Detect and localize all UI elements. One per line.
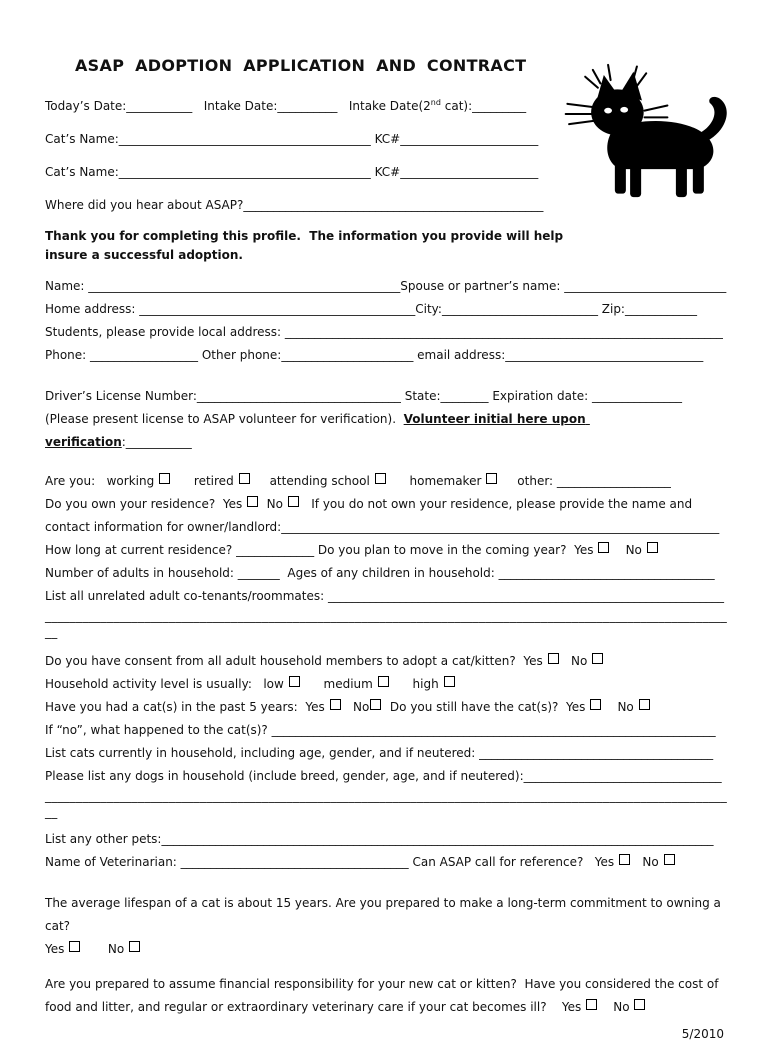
line-veterinarian: Name of Veterinarian: ______________________________________ Can ASAP call for reference? Yes No bbox=[45, 851, 730, 874]
thank-you-note-line-1: Thank you for completing this profile. The information you provide will help bbox=[45, 229, 564, 243]
checkbox[interactable] bbox=[586, 999, 597, 1010]
form-version: 5/2010 bbox=[681, 1027, 724, 1041]
line-roommates: List all unrelated adult co-tenants/roommates: __________________________________________________________________ bbox=[45, 589, 724, 603]
checkbox[interactable] bbox=[634, 999, 645, 1010]
line-activity-level: Household activity level is usually: low medium high bbox=[45, 673, 730, 696]
line-financial-question-1: Are you prepared to assume financial responsibility for your new cat or kitten? Have you considered the cost of bbox=[45, 977, 719, 991]
verification-bold-underline: Volunteer initial here upon verification bbox=[45, 412, 590, 449]
checkbox[interactable] bbox=[330, 699, 341, 710]
line-other-pets: List any other pets:____________________________________________________________________________________________ bbox=[45, 832, 714, 846]
line-adults-children: Number of adults in household: _______ Ages of any children in household: ____________________________________ bbox=[45, 566, 715, 580]
checkbox[interactable] bbox=[247, 496, 258, 507]
checkbox[interactable] bbox=[378, 676, 389, 687]
checkbox[interactable] bbox=[590, 699, 601, 710]
line-occupation: Are you: working retired attending school homemaker other: ___________________ bbox=[45, 474, 671, 488]
line-move-plans: How long at current residence? _____________ Do you plan to move in the coming year? Yes No bbox=[45, 539, 730, 562]
line-cat-name-1: Cat’s Name:__________________________________________ KC#_______________________ bbox=[45, 132, 539, 146]
checkbox[interactable] bbox=[129, 941, 140, 952]
line-cat-name-2: Cat’s Name:__________________________________________ KC#_______________________ bbox=[45, 165, 539, 179]
checkbox[interactable] bbox=[647, 542, 658, 553]
line-home-address: Home address: ______________________________________________City:__________________________ Zip:____________ bbox=[45, 302, 697, 316]
page-title: ASAP ADOPTION APPLICATION AND CONTRACT bbox=[75, 56, 527, 75]
line-landlord: contact information for owner/landlord:_________________________________________________________________________ bbox=[45, 520, 720, 534]
line-past-cats: Have you had a cat(s) in the past 5 years: Yes No Do you still have the cat(s)? Yes No bbox=[45, 696, 730, 719]
line-lifespan-answers: Yes No bbox=[45, 938, 730, 961]
checkbox[interactable] bbox=[486, 473, 497, 484]
checkbox[interactable] bbox=[619, 854, 630, 865]
checkbox[interactable] bbox=[69, 941, 80, 952]
checkbox[interactable] bbox=[664, 854, 675, 865]
line-dogs-continuation: ________________________________________________________________________________________________________________ bbox=[45, 789, 727, 819]
line-drivers-license: Driver’s License Number:__________________________________ State:________ Expiration date: _______________ bbox=[45, 389, 682, 403]
checkbox[interactable] bbox=[288, 496, 299, 507]
superscript-nd: nd bbox=[430, 98, 441, 107]
verification-blank: :___________ bbox=[121, 435, 192, 449]
checkbox[interactable] bbox=[375, 473, 386, 484]
line-students-address: Students, please provide local address: _________________________________________________________________________ bbox=[45, 325, 723, 339]
line-roommates-continuation: ________________________________________________________________________________________________________________ bbox=[45, 609, 727, 639]
line-dogs: Please list any dogs in household (include breed, gender, age, and if neutered):_________________________________ bbox=[45, 769, 722, 783]
checkbox[interactable] bbox=[444, 676, 455, 687]
line-financial-question-2: food and litter, and regular or extraordinary veterinary care if your cat becomes ill? Yes No bbox=[45, 996, 730, 1019]
line-what-happened: If “no”, what happened to the cat(s)? __________________________________________________________________________ bbox=[45, 723, 716, 737]
thank-you-note-line-2: insure a successful adoption. bbox=[45, 248, 243, 262]
dates-text-tail: cat):_________ bbox=[440, 99, 527, 113]
line-name-spouse: Name: ____________________________________________________Spouse or partner’s name: ___________________________ bbox=[45, 279, 727, 293]
dates-text: Today’s Date:___________ Intake Date:__________ Intake Date(2 bbox=[45, 99, 431, 113]
checkbox[interactable] bbox=[239, 473, 250, 484]
line-lifespan-question: The average lifespan of a cat is about 15 years. Are you prepared to make a long-term commitment to owning a cat? bbox=[45, 896, 725, 933]
checkbox[interactable] bbox=[598, 542, 609, 553]
checkbox[interactable] bbox=[592, 653, 603, 664]
checkbox[interactable] bbox=[159, 473, 170, 484]
line-current-cats: List cats currently in household, including age, gender, and if neutered: _______________________________________ bbox=[45, 746, 714, 760]
verification-text: (Please present license to ASAP volunteer for verification). bbox=[45, 412, 404, 426]
line-verification bbox=[45, 408, 730, 454]
checkbox[interactable] bbox=[370, 699, 381, 710]
line-phones: Phone: __________________ Other phone:______________________ email address:_________________________________ bbox=[45, 348, 704, 362]
checkbox[interactable] bbox=[289, 676, 300, 687]
line-own-residence: Do you own your residence? Yes No If you do not own your residence, please provide the name and bbox=[45, 497, 693, 511]
line-consent: Do you have consent from all adult household members to adopt a cat/kitten? Yes No bbox=[45, 650, 730, 673]
line-hear-about: Where did you hear about ASAP?__________________________________________________ bbox=[45, 198, 544, 212]
checkbox[interactable] bbox=[548, 653, 559, 664]
cat-illustration bbox=[564, 60, 742, 207]
checkbox[interactable] bbox=[639, 699, 650, 710]
